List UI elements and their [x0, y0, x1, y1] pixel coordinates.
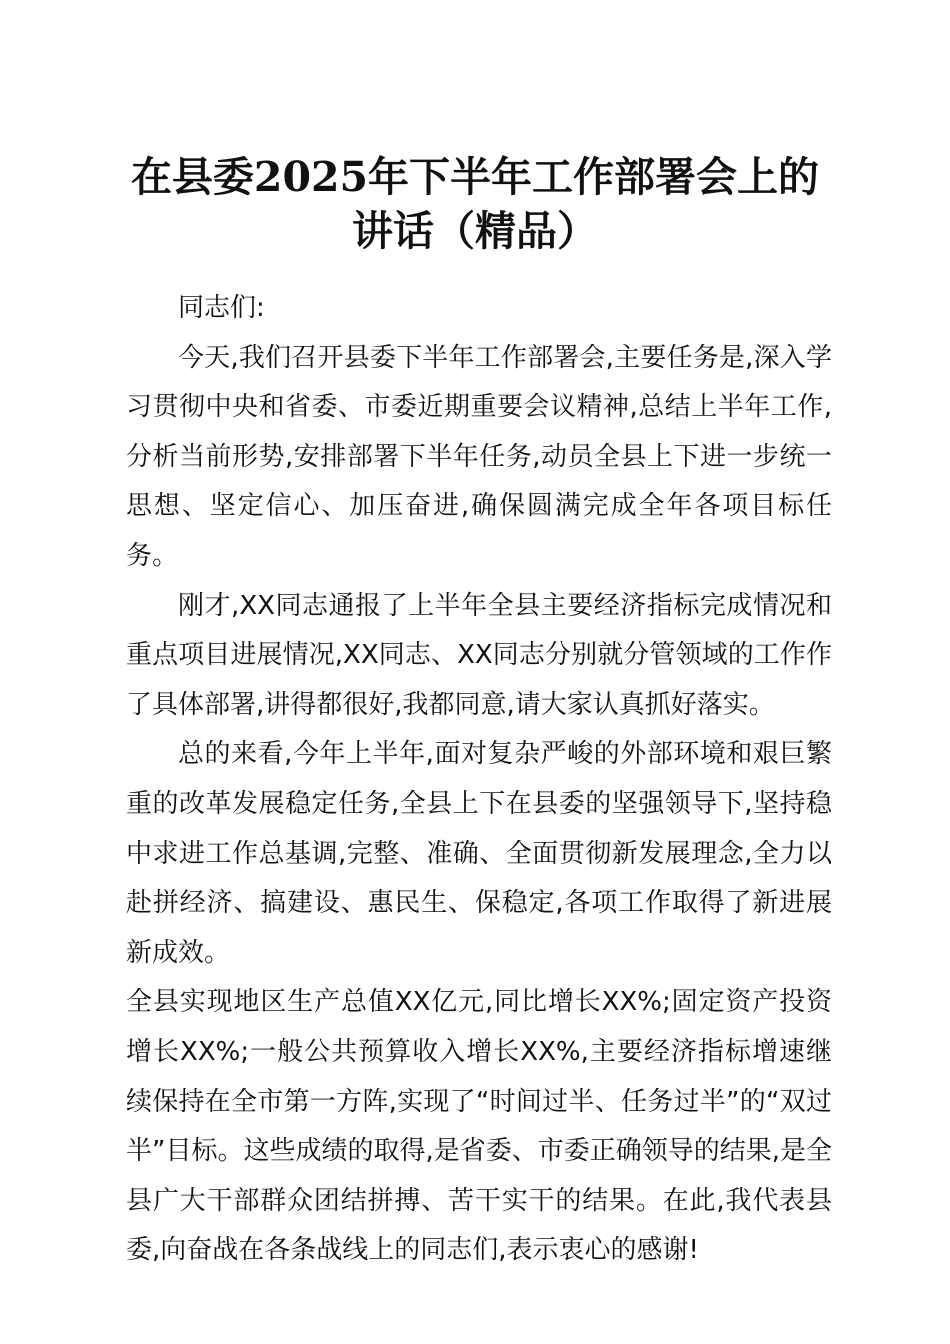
paragraph-opening: 今天,我们召开县委下半年工作部署会,主要任务是,深入学习贯彻中央和省委、市委近期重要会议精神,总结上半年工作,分析当前形势,安排部署下半年任务,动员全县上下进一步统一思想、坚定信心、加压奋进,确保圆满完成全年各项目标任务。 — [126, 342, 832, 571]
title-line-1: 在县委2025年下半年工作部署会上的 — [130, 153, 820, 201]
salutation: 同志们: — [178, 293, 265, 323]
document-title — [120, 150, 830, 258]
paragraph-achievements: 全县实现地区生产总值XX亿元,同比增长XX%;固定资产投资增长XX%;一般公共预算收入增长XX%,主要经济指标增速继续保持在全市第一方阵,实现了“时间过半、任务过半”的“双过半”目标。这些成绩的取得,是省委、市委正确领导的结果,是全县广大干部群众团结拼搏、苦干实干的结果。在此,我代表县委,向奋战在各条战线上的同志们,表示衷心的感谢! — [126, 987, 832, 1266]
paragraph-summary: 总的来看,今年上半年,面对复杂严峻的外部环境和艰巨繁重的改革发展稳定任务,全县上下在县委的坚强领导下,坚持稳中求进工作总基调,完整、准确、全面贯彻新发展理念,全力以赴拼经济、搞建设、惠民生、保稳定,各项工作取得了新进展新成效。 — [126, 739, 832, 968]
document-body — [126, 284, 832, 1276]
title-line-2: 讲话（精品） — [352, 207, 598, 255]
paragraph-reports: 刚才,XX同志通报了上半年全县主要经济指标完成情况和重点项目进展情况,XX同志、XX同志分别就分管领域的工作作了具体部署,讲得都很好,我都同意,请大家认真抓好落实。 — [126, 590, 832, 720]
